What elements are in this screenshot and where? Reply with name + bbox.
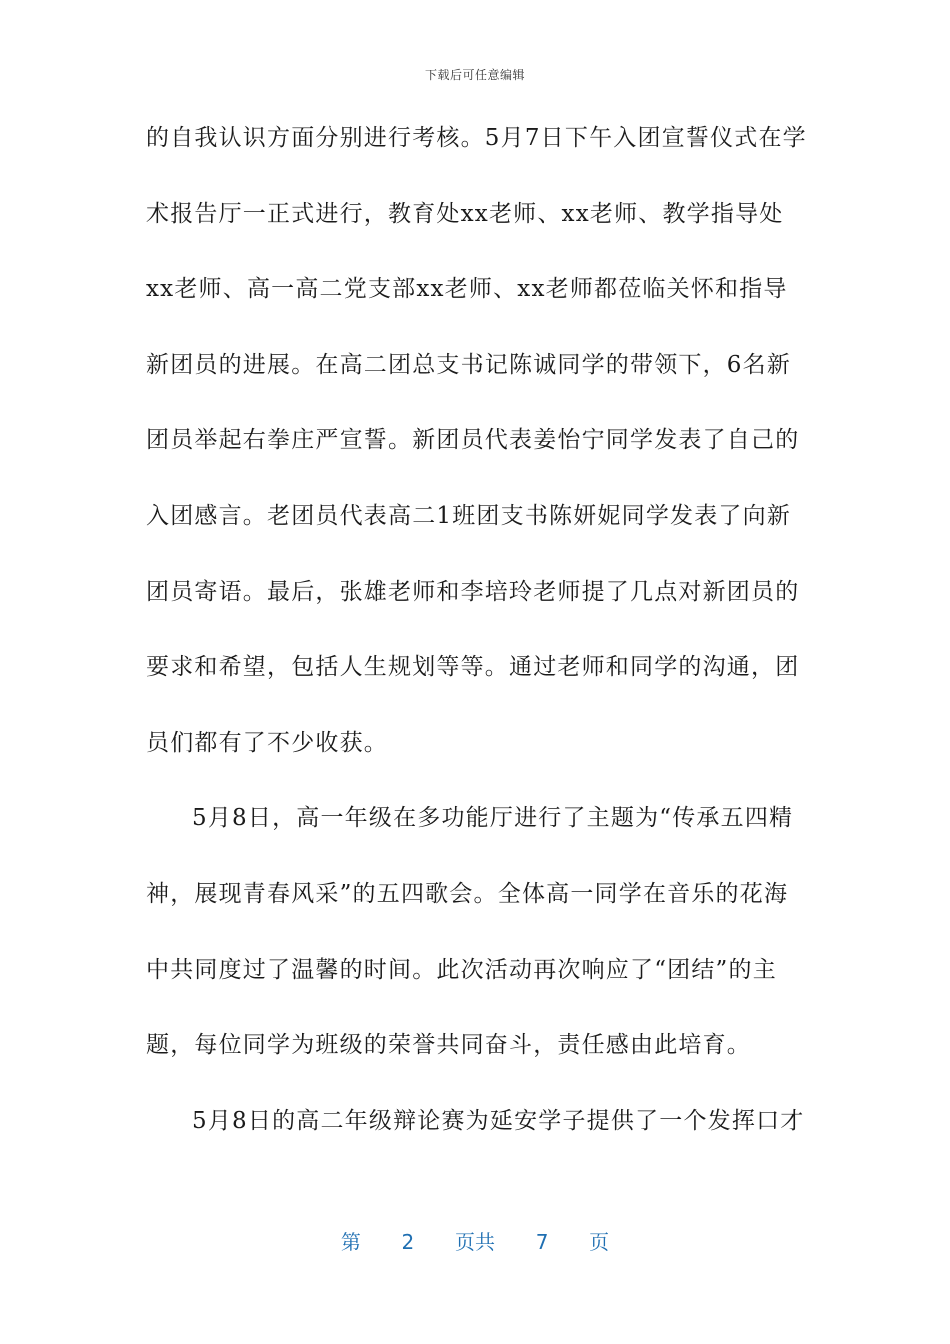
document-body: [146, 124, 811, 1182]
page-label-mid: 页共: [455, 1230, 495, 1254]
paragraph-line: 术报告厅一正式进行，教育处xx老师、xx老师、教学指导处: [146, 200, 784, 227]
paragraph-line: 员们都有了不少收获。: [146, 729, 388, 756]
paragraph-line: 入团感言。老团员代表高二1班团支书陈妍妮同学发表了向新: [146, 502, 792, 529]
paragraph-line: 团员寄语。最后，张雄老师和李培玲老师提了几点对新团员的: [146, 578, 800, 605]
paragraph-line: 团员举起右拳庄严宣誓。新团员代表姜怡宁同学发表了自己的: [146, 427, 800, 454]
page-label-prefix: 第: [340, 1230, 361, 1254]
paragraph-line: 神，展现青春风采”的五四歌会。全体高一同学在音乐的花海: [146, 880, 789, 907]
page-current-number: 2: [401, 1230, 415, 1254]
paragraph-line: 中共同度过了温馨的时间。此次活动再次响应了“团结”的主: [146, 956, 777, 983]
paragraph-line: 5月8日的高二年级辩论赛为延安学子提供了一个发挥口才: [192, 1107, 805, 1134]
page-total-number: 7: [535, 1230, 549, 1254]
page-header: 下载后可任意编辑: [424, 68, 525, 82]
paragraph-line: 新团员的进展。在高二团总支书记陈诚同学的带领下，6名新: [146, 351, 792, 378]
paragraph-line: xx老师、高一高二党支部xx老师、xx老师都莅临关怀和指导: [146, 276, 788, 303]
paragraph-line: 的自我认识方面分别进行考核。5月7日下午入团宣誓仪式在学: [146, 125, 807, 151]
page-footer: [0, 1226, 950, 1255]
page-label-suffix: 页: [589, 1230, 610, 1254]
paragraph-line: 5月8日，高一年级在多功能厅进行了主题为“传承五四精: [192, 805, 794, 832]
paragraph-line: 题，每位同学为班级的荣誉共同奋斗，责任感由此培育。: [146, 1032, 751, 1059]
paragraph-line: 要求和希望，包括人生规划等等。通过老师和同学的沟通，团: [146, 654, 800, 681]
